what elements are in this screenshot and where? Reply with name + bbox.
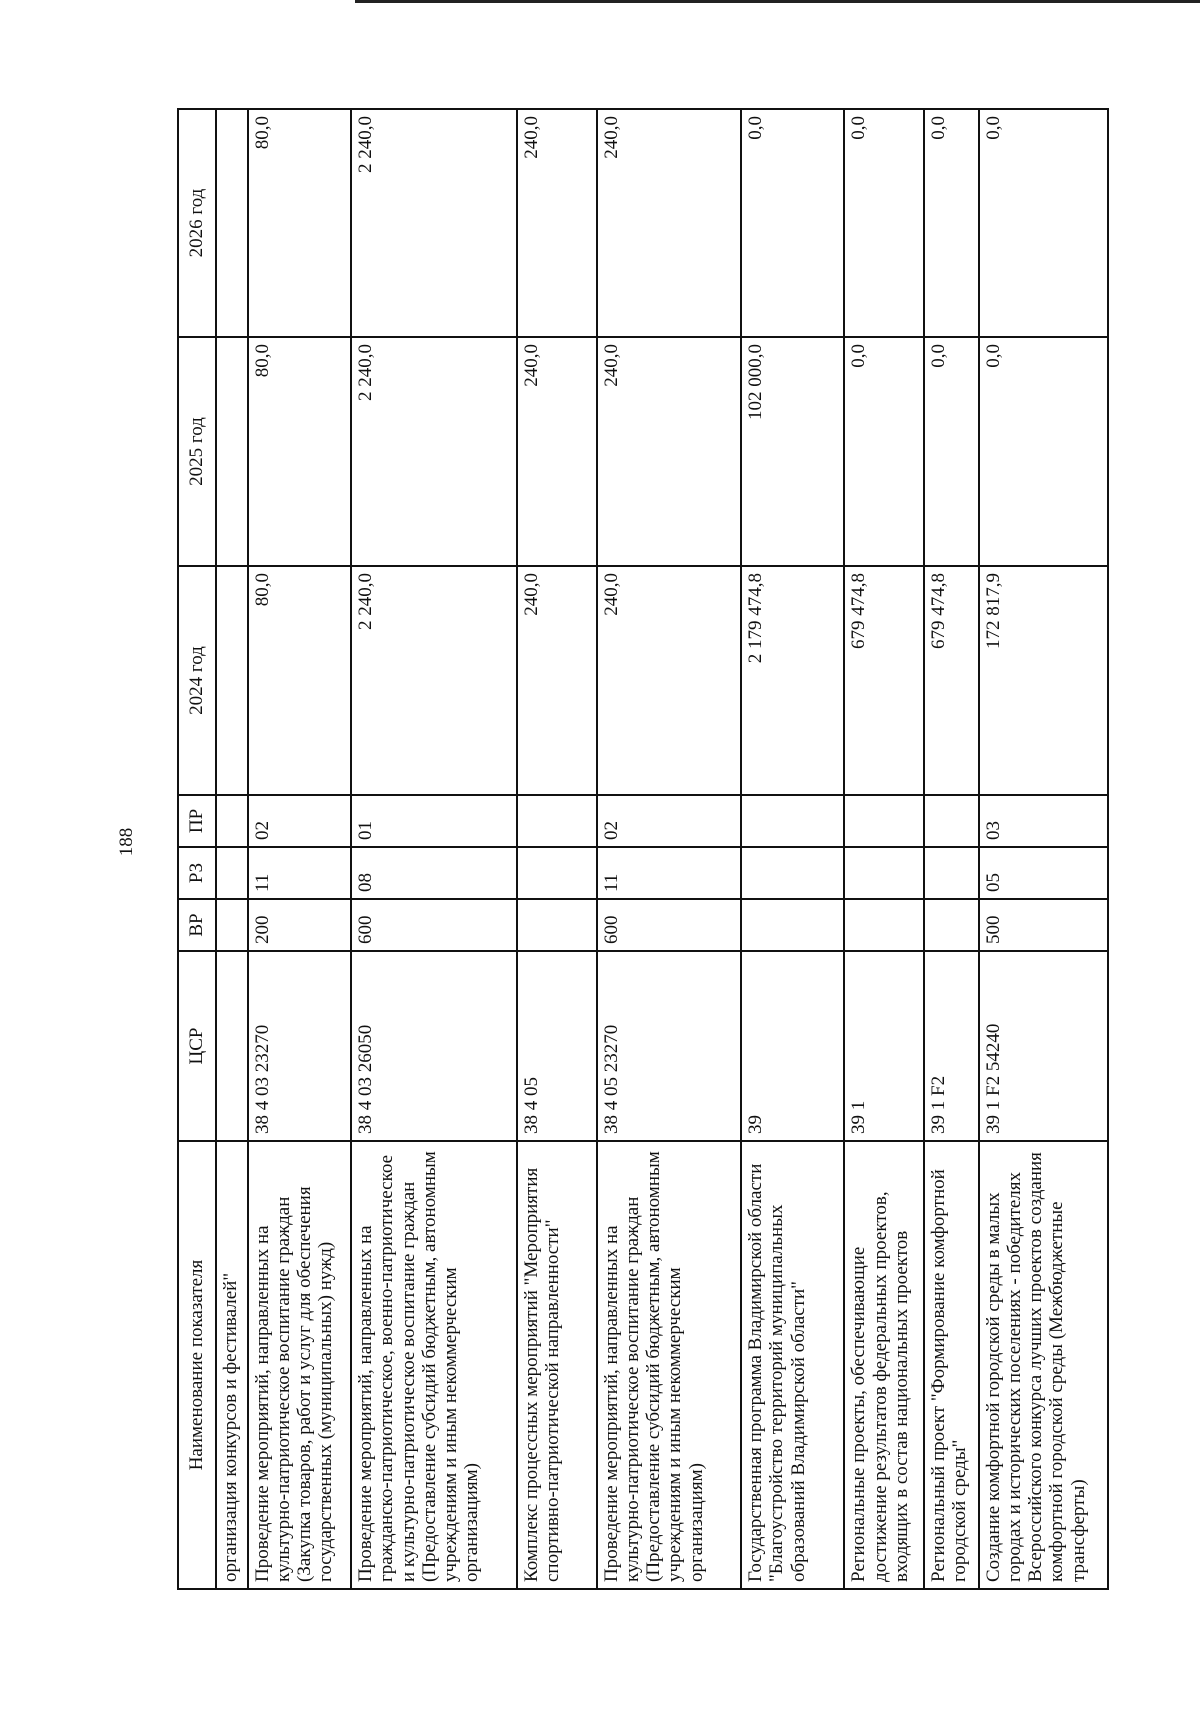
header-2026: 2026 год [178,109,216,337]
continuation-text: организация конкурсов и фестивалей" [216,1141,248,1589]
table-row [517,109,597,1589]
row-vr: 200 [248,899,351,951]
table-row [924,109,978,1589]
budget-table [177,108,1109,1590]
row-2026: 240,0 [517,109,597,337]
row-vr: 600 [351,899,517,951]
row-2025: 2 240,0 [351,337,517,566]
row-rz: 05 [979,847,1108,899]
row-2025: 240,0 [517,337,597,566]
row-name: Проведение мероприятий, направленных на культурно-патриотическое воспитание граждан (Закупка товаров, работ и услуг для обеспечения государственных (муниципальных) нужд) [248,1141,351,1589]
continuation-row [216,109,248,1589]
row-name: Государственная программа Владимирской области "Благоустройство территорий муниципальных образований Владимирской области" [741,1141,844,1589]
row-2026: 0,0 [741,109,844,337]
page-number: 188 [116,827,137,857]
row-rz [517,847,597,899]
row-name: Проведение мероприятий, направленных на гражданско-патриотическое, военно-патриотическое и культурно-патриотическое воспитание граждан (Предоставление субсидий бюджетным, автономным учреждениям и иным некоммерческим организациям) [351,1141,517,1589]
row-2024: 80,0 [248,566,351,795]
row-pr [844,795,924,847]
row-2024: 172 817,9 [979,566,1108,795]
row-name: Проведение мероприятий, направленных на культурно-патриотическое воспитание граждан (Предоставление субсидий бюджетным, автономным учреждениям и иным некоммерческим организациям) [597,1141,741,1589]
table-row [979,109,1108,1589]
row-vr [844,899,924,951]
header-csr: ЦСР [178,951,216,1141]
row-csr: 39 1 [844,951,924,1141]
row-rz: 08 [351,847,517,899]
row-name: Региональные проекты, обеспечивающие достижение результатов федеральных проектов, входящих в состав национальных проектов [844,1141,924,1589]
row-2026: 240,0 [597,109,741,337]
row-2025: 0,0 [979,337,1108,566]
row-2024: 679 474,8 [844,566,924,795]
table-row [741,109,844,1589]
scan-edge-line [355,0,1200,3]
row-pr: 01 [351,795,517,847]
header-name: Наименование показателя [178,1141,216,1589]
row-pr [517,795,597,847]
row-2026: 0,0 [979,109,1108,337]
row-rz [741,847,844,899]
row-csr: 38 4 03 23270 [248,951,351,1141]
row-2024: 679 474,8 [924,566,978,795]
row-csr: 38 4 05 23270 [597,951,741,1141]
row-pr: 03 [979,795,1108,847]
row-2025: 80,0 [248,337,351,566]
header-pr: ПР [178,795,216,847]
row-csr: 38 4 05 [517,951,597,1141]
table-row [597,109,741,1589]
row-2024: 2 240,0 [351,566,517,795]
row-2025: 0,0 [924,337,978,566]
row-2026: 0,0 [844,109,924,337]
row-vr: 500 [979,899,1108,951]
row-vr [517,899,597,951]
header-rz: РЗ [178,847,216,899]
table-row [351,109,517,1589]
header-vr: ВР [178,899,216,951]
row-2026: 2 240,0 [351,109,517,337]
row-name: Региональный проект "Формирование комфортной городской среды" [924,1141,978,1589]
row-pr: 02 [597,795,741,847]
row-2024: 240,0 [517,566,597,795]
row-pr [924,795,978,847]
row-pr [741,795,844,847]
row-2025: 0,0 [844,337,924,566]
row-name: Создание комфортной городской среды в малых городах и исторических поселениях - победителях Всероссийского конкурса лучших проектов создания комфортной городской среды (Межбюджетные трансферты) [979,1141,1108,1589]
row-2026: 80,0 [248,109,351,337]
table-row [844,109,924,1589]
row-2026: 0,0 [924,109,978,337]
table-row [248,109,351,1589]
row-vr [924,899,978,951]
row-2024: 240,0 [597,566,741,795]
row-2025: 102 000,0 [741,337,844,566]
table-header-row [178,109,216,1589]
row-name: Комплекс процессных мероприятий "Мероприятия спортивно-патриотической направленности" [517,1141,597,1589]
row-csr: 39 1 F2 54240 [979,951,1108,1141]
header-2025: 2025 год [178,337,216,566]
row-2024: 2 179 474,8 [741,566,844,795]
row-csr: 39 1 F2 [924,951,978,1141]
row-rz [924,847,978,899]
row-csr: 38 4 03 26050 [351,951,517,1141]
row-rz: 11 [248,847,351,899]
row-rz [844,847,924,899]
row-rz: 11 [597,847,741,899]
row-vr [741,899,844,951]
row-vr: 600 [597,899,741,951]
header-2024: 2024 год [178,566,216,795]
row-csr: 39 [741,951,844,1141]
row-pr: 02 [248,795,351,847]
row-2025: 240,0 [597,337,741,566]
rotated-table-container [177,110,1109,1590]
